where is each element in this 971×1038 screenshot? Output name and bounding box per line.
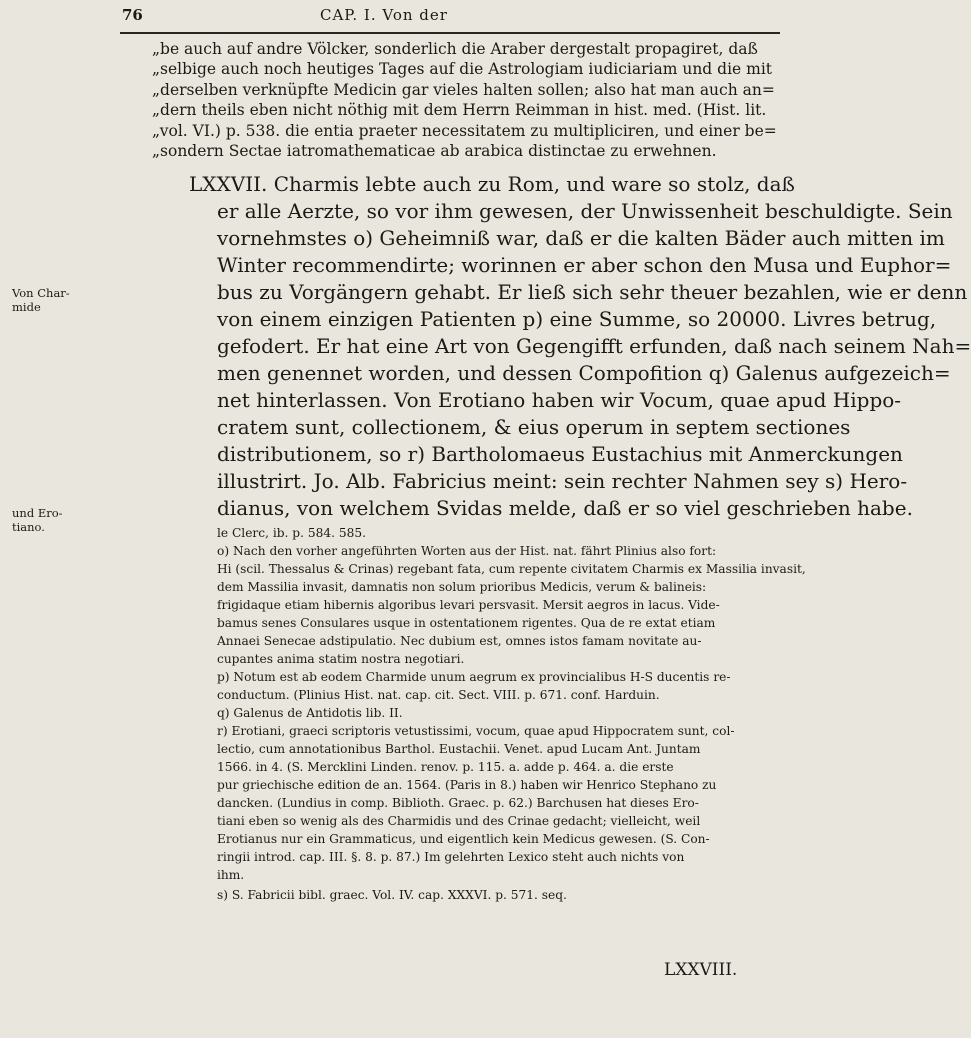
catchword: LXXVIII. bbox=[664, 960, 738, 980]
section-heading-line: LXXVII. Charmis lebte auch zu Rom, und ware so stolz, daß bbox=[189, 172, 795, 196]
footnote-line: conductum. (Plinius Hist. nat. cap. cit. Sect. VIII. p. 671. conf. Harduin. bbox=[217, 688, 660, 702]
margin-note-erotianus: und Ero- tiano. bbox=[12, 506, 63, 534]
quote-line: „derselben verknüpfte Medicin gar vieles halten sollen; also hat man auch an= bbox=[152, 81, 775, 99]
footnote-line: cupantes anima statim nostra negotiari. bbox=[217, 652, 465, 666]
footnote-line: 1566. in 4. (S. Mercklini Linden. renov. p. 115. a. adde p. 464. a. die erste bbox=[217, 760, 674, 774]
body-line: gefodert. Er hat eine Art von Gegengifft erfunden, daß nach seinem Nah= bbox=[217, 334, 971, 358]
body-line: men genennet worden, und dessen Compofition q) Galenus aufgezeich= bbox=[217, 361, 951, 385]
body-line: bus zu Vorgängern gehabt. Er ließ sich sehr theuer bezahlen, wie er denn bbox=[217, 280, 968, 304]
footnote-line: ihm. bbox=[217, 868, 245, 882]
running-title: CAP. I. Von der bbox=[320, 6, 448, 24]
body-line: von einem einzigen Patienten p) eine Summe, so 20000. Livres betrug, bbox=[217, 307, 937, 331]
quote-line: „selbige auch noch heutiges Tages auf die Astrologiam iudiciariam und die mit bbox=[152, 60, 773, 78]
body-line: cratem sunt, collectionem, & eius operum in septem sectiones bbox=[217, 415, 851, 439]
footnote-line: Erotianus nur ein Grammaticus, und eigentlich kein Medicus gewesen. (S. Con- bbox=[217, 832, 710, 846]
body-line: er alle Aerzte, so vor ihm gewesen, der Unwissenheit beschuldigte. Sein bbox=[217, 199, 953, 223]
body-line: Winter recommendirte; worinnen er aber schon den Musa und Euphor= bbox=[217, 253, 952, 277]
footnote-o: o) Nach den vorher angeführten Worten aus der Hist. nat. fährt Plinius also fort: bbox=[217, 544, 717, 558]
footnote-line: tiani eben so wenig als des Charmidis und des Crinae gedacht; vielleicht, weil bbox=[217, 814, 701, 828]
footnote-p: p) Notum est ab eodem Charmide unum aegrum ex provincialibus H-S ducentis re- bbox=[217, 670, 731, 684]
footnote-line: dem Massilia invasit, damnatis non solum prioribus Medicis, verum & balineis: bbox=[217, 580, 707, 594]
running-header bbox=[120, 2, 780, 34]
body-line: illustrirt. Jo. Alb. Fabricius meint: sein rechter Nahmen sey s) Hero- bbox=[217, 469, 908, 493]
footnote-line: le Clerc, ib. p. 584. 585. bbox=[217, 526, 366, 540]
footnote-line: bamus senes Consulares usque in ostentationem rigentes. Qua de re extat etiam bbox=[217, 616, 716, 630]
quote-line: „sondern Sectae iatromathematicae ab arabica distinctae zu erwehnen. bbox=[152, 142, 717, 160]
quote-line: „be auch auf andre Völcker, sonderlich die Araber dergestalt propagiret, daß bbox=[152, 40, 758, 58]
footnote-line: frigidaque etiam hibernis algoribus levari persvasit. Mersit aegros in lacus. Vide- bbox=[217, 598, 720, 612]
footnote-line: ringii introd. cap. III. §. 8. p. 87.) Im gelehrten Lexico steht auch nichts von bbox=[217, 850, 685, 864]
quote-line: „dern theils eben nicht nöthig mit dem Herrn Reimman in hist. med. (Hist. lit. bbox=[152, 101, 767, 119]
footnote-r: r) Erotiani, graeci scriptoris vetustissimi, vocum, quae apud Hippocratem sunt, col- bbox=[217, 724, 735, 738]
body-line: dianus, von welchem Svidas melde, daß er so viel geschrieben habe. bbox=[217, 496, 913, 520]
footnote-line: dancken. (Lundius in comp. Biblioth. Graec. p. 62.) Barchusen hat dieses Ero- bbox=[217, 796, 699, 810]
margin-note-charmis: Von Char- mide bbox=[12, 286, 70, 314]
quote-line: „vol. VI.) p. 538. die entia praeter necessitatem zu multipliciren, und einer be= bbox=[152, 122, 777, 140]
footnote-line: lectio, cum annotationibus Barthol. Eustachii. Venet. apud Lucam Ant. Juntam bbox=[217, 742, 701, 756]
page-number: 76 bbox=[122, 6, 143, 24]
body-line: vornehmstes o) Geheimniß war, daß er die kalten Bäder auch mitten im bbox=[217, 226, 945, 250]
footnote-q: q) Galenus de Antidotis lib. II. bbox=[217, 706, 403, 720]
footnote-line: Hi (scil. Thessalus & Crinas) regebant fata, cum repente civitatem Charmis ex Massilia invasit, bbox=[217, 562, 806, 576]
footnote-line: Annaei Senecae adstipulatio. Nec dubium est, omnes istos famam novitate au- bbox=[217, 634, 702, 648]
footnote-s: s) S. Fabricii bibl. graec. Vol. IV. cap. XXXVI. p. 571. seq. bbox=[217, 888, 567, 902]
body-line: distributionem, so r) Bartholomaeus Eustachius mit Anmerckungen bbox=[217, 442, 903, 466]
body-line: net hinterlassen. Von Erotiano haben wir Vocum, quae apud Hippo- bbox=[217, 388, 902, 412]
footnote-line: pur griechische edition de an. 1564. (Paris in 8.) haben wir Henrico Stephano zu bbox=[217, 778, 717, 792]
